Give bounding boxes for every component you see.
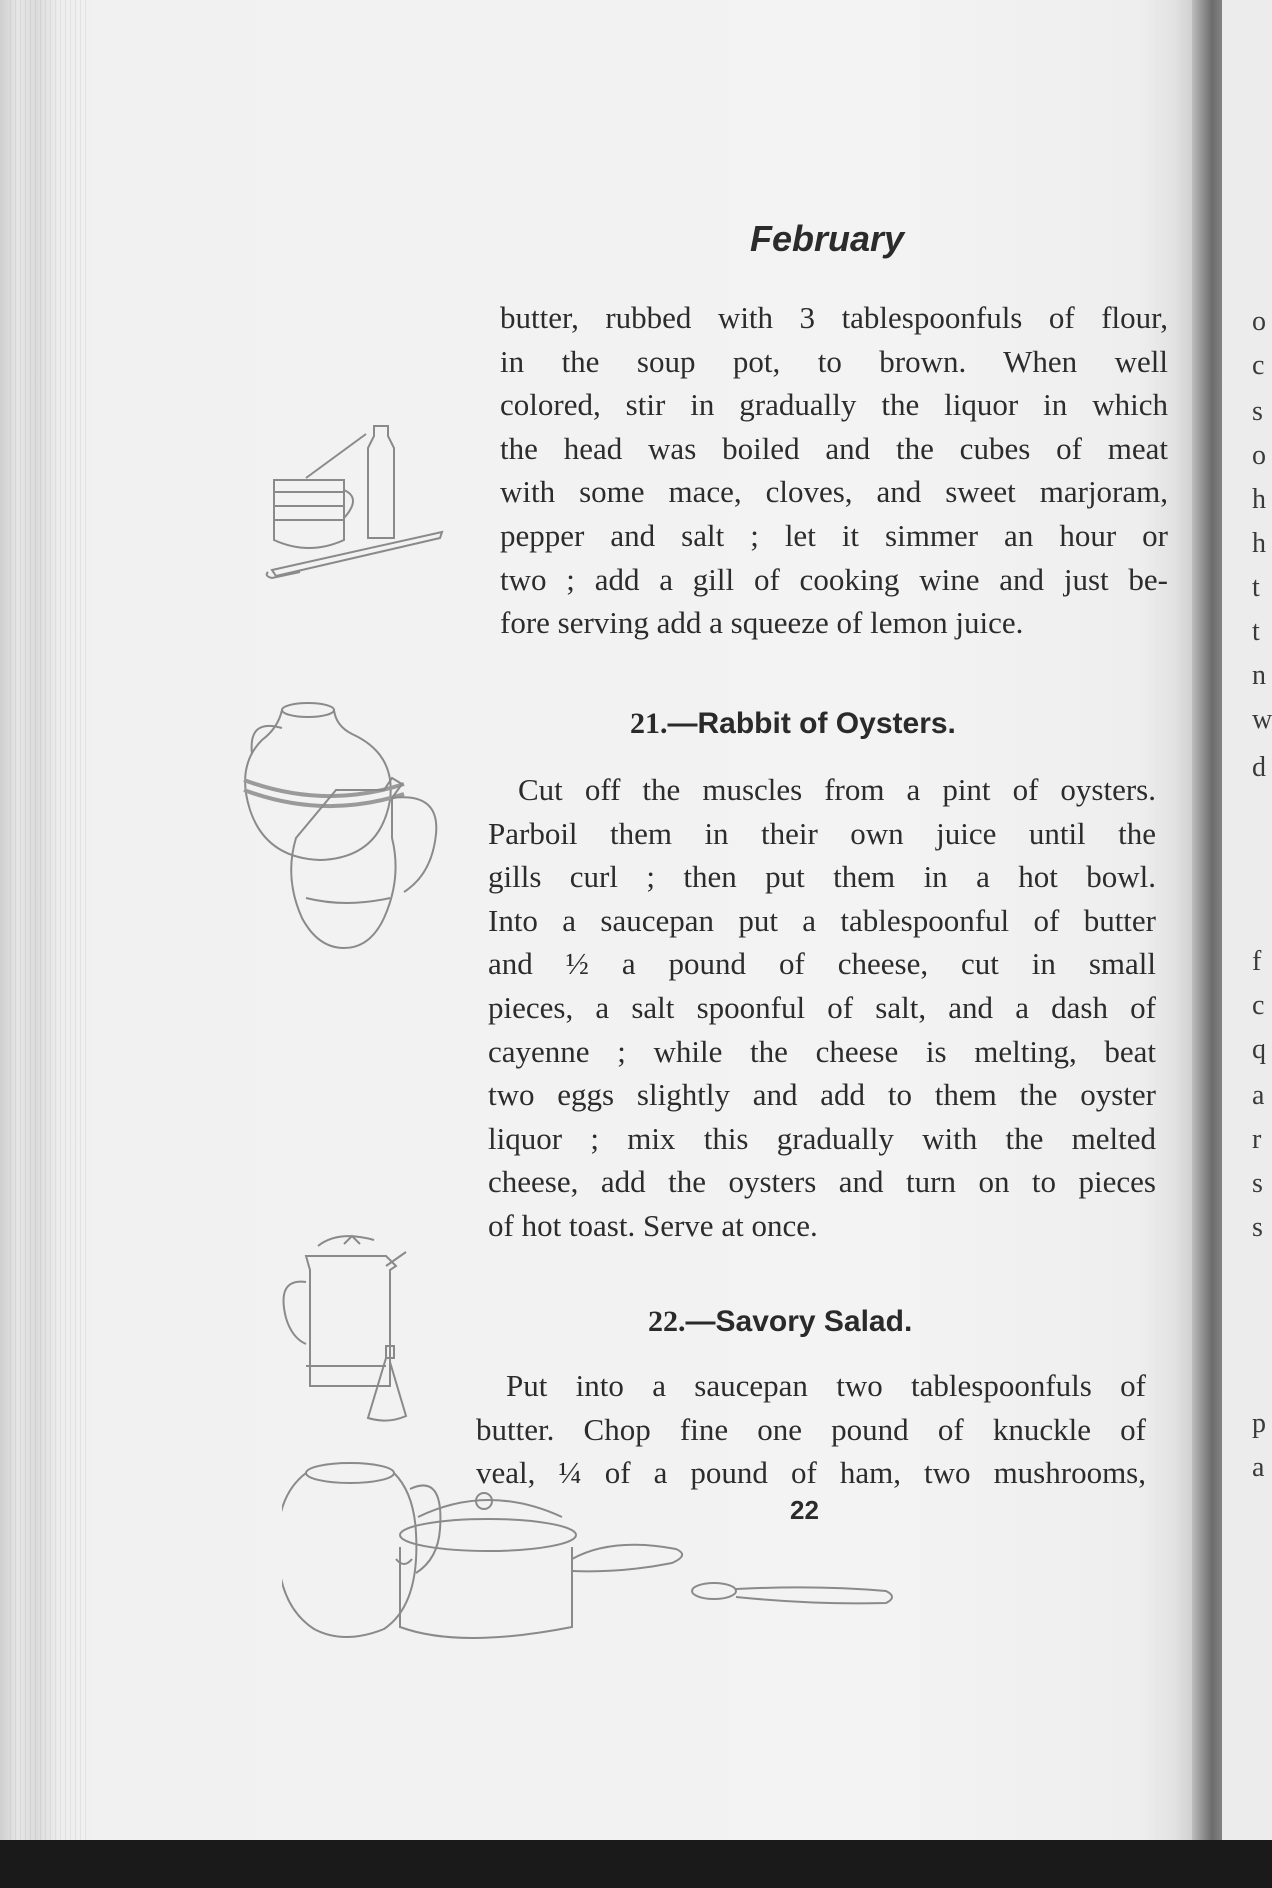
recipe-number: 22.: [648, 1305, 686, 1338]
text-line: butter, rubbed with 3 tablespoonfuls of flour,: [500, 300, 1168, 335]
text-line: Parboil them in their own juice until the: [488, 815, 1156, 851]
recipe-title: [648, 1305, 912, 1339]
facing-fragment: t: [1252, 572, 1260, 603]
text-line: with some mace, cloves, and sweet marjoram,: [500, 474, 1168, 510]
text-line: Into a saucepan put a tablespoonful of butter: [488, 902, 1156, 938]
scan-bottom-edge: [0, 1840, 1272, 1888]
facing-page: [1222, 0, 1272, 1888]
facing-fragment: q: [1252, 1034, 1266, 1065]
facing-fragment: f: [1252, 946, 1262, 977]
facing-fragment: t: [1252, 616, 1260, 647]
text-line: fore serving add a squeeze of lemon juice.: [500, 605, 1024, 641]
facing-fragment: a: [1252, 1452, 1265, 1483]
text-line: Cut off the muscles from a pint of oysters.: [518, 772, 1156, 807]
text-line: veal, ¼ of a pound of ham, two mushrooms,: [476, 1455, 1146, 1491]
page-edges: [10, 0, 90, 1888]
crock-saucepan-spoon-illustration: [282, 1455, 912, 1650]
text-line: two ; add a gill of cooking wine and just be-: [500, 561, 1168, 597]
text-line: butter. Chop fine one pound of knuckle of: [476, 1411, 1146, 1447]
text-line: the head was boiled and the cubes of meat: [500, 430, 1168, 466]
recipe-number: 21.: [630, 707, 668, 740]
facing-fragment: d: [1252, 752, 1266, 783]
text-line: and ½ a pound of cheese, cut in small: [488, 946, 1156, 982]
facing-fragment: a: [1252, 1080, 1265, 1111]
text-line: cayenne ; while the cheese is melting, beat: [488, 1033, 1156, 1069]
facing-fragment: s: [1252, 396, 1263, 427]
facing-fragment: h: [1252, 528, 1266, 559]
recipe-title: [630, 707, 956, 741]
facing-fragment: c: [1252, 990, 1265, 1021]
text-line: liquor ; mix this gradually with the melted: [488, 1120, 1156, 1156]
recipe-name: —Rabbit of Oysters.: [667, 707, 956, 740]
intro-paragraph: [500, 296, 1168, 645]
text-line: pieces, a salt spoonful of salt, and a dash of: [488, 989, 1156, 1025]
text-line: in the soup pot, to brown. When well: [500, 343, 1168, 379]
text-line: cheese, add the oysters and turn on to pieces: [488, 1164, 1156, 1200]
recipe-name: —Savory Salad.: [685, 1305, 913, 1338]
page-header: February: [750, 218, 905, 259]
facing-fragment: s: [1252, 1168, 1263, 1199]
facing-fragment: c: [1252, 350, 1265, 381]
facing-fragment: p: [1252, 1408, 1266, 1439]
mortar-and-pestle-illustration: [262, 420, 452, 580]
facing-fragment: s: [1252, 1212, 1263, 1243]
page-number: 22: [790, 1495, 819, 1525]
text-line: colored, stir in gradually the liquor in which: [500, 387, 1168, 423]
text-line: gills curl ; then put them in a hot bowl.: [488, 859, 1156, 895]
text-line: two eggs slightly and add to them the oyster: [488, 1077, 1156, 1113]
text-line: pepper and salt ; let it simmer an hour or: [500, 517, 1168, 553]
recipe-21-body: [488, 768, 1156, 1248]
facing-fragment: o: [1252, 440, 1266, 471]
facing-fragment: o: [1252, 306, 1266, 337]
facing-fragment: r: [1252, 1124, 1262, 1155]
text-line: of hot toast. Serve at once.: [488, 1207, 818, 1243]
jug-and-pitcher-illustration: [236, 698, 456, 983]
facing-fragment: h: [1252, 484, 1266, 515]
text-line: Put into a saucepan two tablespoonfuls of: [506, 1368, 1146, 1403]
coffee-pot-and-funnel-illustration: [278, 1222, 448, 1422]
facing-fragment: w: [1252, 704, 1272, 735]
facing-fragment: n: [1252, 660, 1266, 691]
